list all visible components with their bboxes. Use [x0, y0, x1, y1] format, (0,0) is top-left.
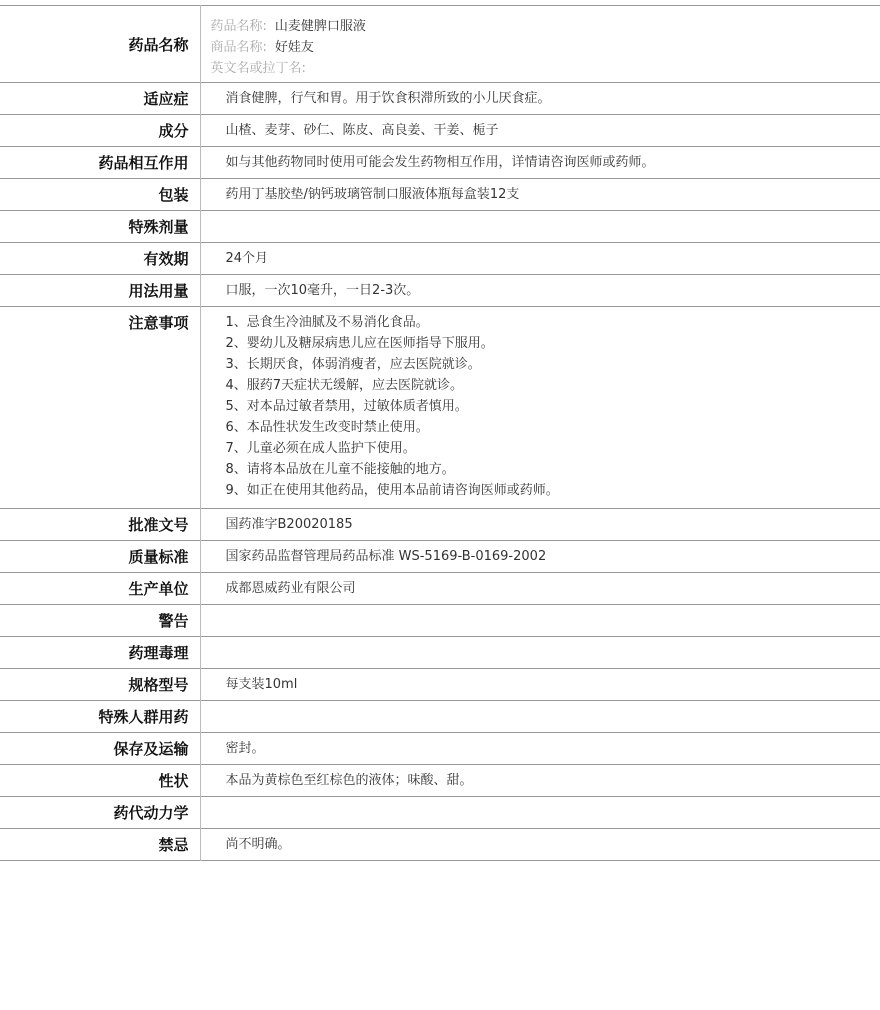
precaution-item: 8、请将本品放在儿童不能接触的地方。: [225, 462, 455, 477]
row-value: 成都恩威药业有限公司: [225, 581, 356, 596]
row-quality-standard: [0, 541, 880, 573]
row-label: 批准文号: [0, 509, 200, 541]
row-warning: [0, 605, 880, 637]
row-drug-name: [0, 6, 880, 83]
row-indications: [0, 83, 880, 115]
row-label: 用法用量: [0, 275, 200, 307]
drug-name-values: [200, 6, 880, 83]
row-pharmacokinetics: [0, 797, 880, 829]
precautions-list: [200, 307, 880, 509]
generic-name-value: 山麦健脾口服液: [274, 19, 366, 34]
row-special-dosage: [0, 211, 880, 243]
precaution-item: 6、本品性状发生改变时禁止使用。: [225, 420, 429, 435]
row-usage: [0, 275, 880, 307]
generic-name-line: [211, 16, 880, 37]
precaution-item: 9、如正在使用其他药品，使用本品前请咨询医师或药师。: [225, 483, 559, 498]
row-storage: [0, 733, 880, 765]
row-contraindications: [0, 829, 880, 861]
row-label: 成分: [0, 115, 200, 147]
row-value: 国药准字B20020185: [225, 517, 353, 532]
precaution-item: 1、忌食生冷油腻及不易消化食品。: [225, 315, 429, 330]
row-value: 国家药品监督管理局药品标准 WS-5169-B-0169-2002: [225, 549, 547, 564]
row-value: 口服，一次10毫升，一日2-3次。: [225, 283, 420, 298]
row-shelf-life: [0, 243, 880, 275]
row-specification: [0, 669, 880, 701]
row-label: 质量标准: [0, 541, 200, 573]
row-precautions: [0, 307, 880, 509]
generic-name-key: 药品名称:: [210, 19, 267, 34]
row-appearance: [0, 765, 880, 797]
drug-spec-table: [0, 5, 880, 861]
row-value: 每支装10ml: [225, 677, 298, 692]
row-label: 规格型号: [0, 669, 200, 701]
row-value: 尚不明确。: [225, 837, 291, 852]
row-value: 如与其他药物同时使用可能会发生药物相互作用，详情请咨询医师或药师。: [225, 155, 655, 170]
row-label: 保存及运输: [0, 733, 200, 765]
row-label: 药品名称: [0, 6, 200, 83]
precaution-item: 3、长期厌食，体弱消瘦者，应去医院就诊。: [225, 357, 481, 372]
trade-name-key: 商品名称:: [210, 40, 267, 55]
row-value: 本品为黄棕色至红棕色的液体；味酸、甜。: [225, 773, 473, 788]
row-value: 山楂、麦芽、砂仁、陈皮、高良姜、干姜、栀子: [225, 123, 499, 138]
row-interactions: [0, 147, 880, 179]
row-label: 有效期: [0, 243, 200, 275]
row-label: 特殊人群用药: [0, 701, 200, 733]
row-value: 消食健脾，行气和胃。用于饮食积滞所致的小儿厌食症。: [225, 91, 551, 106]
english-name-key: 英文名或拉丁名:: [210, 61, 306, 76]
row-label: 注意事项: [0, 307, 200, 509]
precaution-item: 4、服药7天症状无缓解，应去医院就诊。: [225, 378, 464, 393]
precaution-item: 2、婴幼儿及糖尿病患儿应在医师指导下服用。: [225, 336, 494, 351]
row-value: 密封。: [225, 741, 265, 756]
row-value: [200, 211, 880, 243]
row-packaging: [0, 179, 880, 211]
row-label: 生产单位: [0, 573, 200, 605]
row-special-population: [0, 701, 880, 733]
precaution-item: 7、儿童必须在成人监护下使用。: [225, 441, 416, 456]
row-value: [200, 637, 880, 669]
row-label: 药理毒理: [0, 637, 200, 669]
row-ingredients: [0, 115, 880, 147]
row-manufacturer: [0, 573, 880, 605]
row-toxicology: [0, 637, 880, 669]
row-approval: [0, 509, 880, 541]
row-label: 适应症: [0, 83, 200, 115]
row-value: [200, 701, 880, 733]
row-label: 特殊剂量: [0, 211, 200, 243]
row-label: 性状: [0, 765, 200, 797]
trade-name-line: [211, 37, 880, 58]
precaution-item: 5、对本品过敏者禁用，过敏体质者慎用。: [225, 399, 468, 414]
english-name-line: [211, 58, 880, 79]
row-label: 药代动力学: [0, 797, 200, 829]
row-label: 包装: [0, 179, 200, 211]
row-value: [200, 605, 880, 637]
row-value: [200, 797, 880, 829]
trade-name-value: 好娃友: [274, 40, 314, 55]
row-value: 药用丁基胶垫/钠钙玻璃管制口服液体瓶每盒装12支: [225, 187, 520, 202]
row-label: 禁忌: [0, 829, 200, 861]
row-value: 24个月: [225, 251, 269, 266]
row-label: 警告: [0, 605, 200, 637]
row-label: 药品相互作用: [0, 147, 200, 179]
